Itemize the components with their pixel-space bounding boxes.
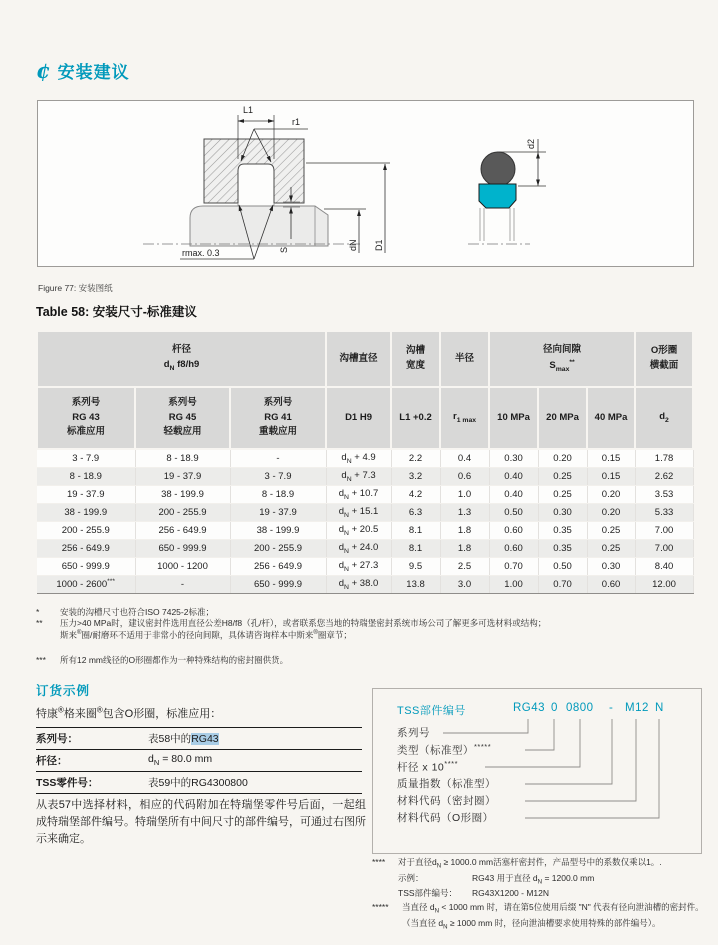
example-value: RG43 用于直径 $d_N = 1200.0$ mm <box>472 872 595 886</box>
table-cell: 0.60 <box>489 540 538 558</box>
table-cell: 8 - 18.9 <box>230 486 326 504</box>
callout-rod-diameter: 杆径 x 10**** <box>397 759 459 774</box>
table-cell: - <box>135 576 230 594</box>
table-cell: 8.40 <box>635 558 693 576</box>
footnote-1 <box>36 607 696 618</box>
table-row <box>37 504 693 522</box>
table-row <box>37 522 693 540</box>
table-footnotes <box>36 607 696 667</box>
tss-part-number-label: TSS部件编号 <box>397 705 466 717</box>
table-cell: 650 - 999.9 <box>230 576 326 594</box>
part-segment-oring-material: N <box>655 702 664 714</box>
table-body <box>37 449 693 594</box>
table-cell: 0.35 <box>538 522 587 540</box>
table-cell: - <box>230 449 326 468</box>
o-ring <box>481 152 515 186</box>
table-row <box>37 576 693 594</box>
table-cell: 38 - 199.9 <box>37 504 135 522</box>
part-segment-dash: - <box>609 702 614 714</box>
table-cell: 0.40 <box>489 468 538 486</box>
footnote-tss-row <box>398 887 712 899</box>
footnote-body: 当直径 $d_N < 1000$ mm 时，请在第5位使用后缀 "N" 代表有径向泄油槽的密封件。（当直径 $d_N \ge 1000$ mm 时，径向泄油槽要求使用特殊的部件编号）。 <box>402 902 704 931</box>
table-cell: 256 - 649.9 <box>37 540 135 558</box>
footnote-2 <box>36 618 696 641</box>
table-cell: 8 - 18.9 <box>135 449 230 468</box>
table-cell: 19 - 37.9 <box>230 504 326 522</box>
table-cell: 7.00 <box>635 540 693 558</box>
table-cell: 4.2 <box>391 486 440 504</box>
header-groove-width: 沟槽 宽度 <box>391 331 440 387</box>
table-row <box>37 540 693 558</box>
dim-label-D1: D1 <box>374 239 384 251</box>
table-cell: $d_N + 20.5$ <box>326 522 391 540</box>
ordering-value <box>148 731 362 746</box>
rod-cross-section <box>190 206 328 246</box>
header-series-rg41: 系列号 RG 41 重载应用 <box>230 387 326 449</box>
table-cell: $d_N + 15.1$ <box>326 504 391 522</box>
footnote-3 <box>36 655 696 666</box>
table-cell: 0.15 <box>587 468 635 486</box>
table-cell: 200 - 255.9 <box>37 522 135 540</box>
part-segment-diameter: 0800 <box>566 702 594 714</box>
ordering-value-prefix: 表58中的 <box>148 733 192 745</box>
table-cell: 38 - 199.9 <box>230 522 326 540</box>
header-groove-diameter: 沟槽直径 <box>326 331 391 387</box>
figure-caption: Figure 77: 安装图纸 <box>38 283 113 293</box>
table-header-row-1 <box>37 331 693 387</box>
table-cell: 3.53 <box>635 486 693 504</box>
table-cell: $d_N + 27.3$ <box>326 558 391 576</box>
table-cell: 7.00 <box>635 522 693 540</box>
header-series-rg45: 系列号 RG 45 轻载应用 <box>135 387 230 449</box>
table-cell: 0.30 <box>587 558 635 576</box>
header-r1max: $r_{1 max}$ <box>440 387 489 449</box>
table-cell: 38 - 199.9 <box>135 486 230 504</box>
part-segment-series: RG43 <box>513 702 546 714</box>
table-cell: 1.8 <box>440 540 489 558</box>
table-cell: 1.0 <box>440 486 489 504</box>
table-cell: 2.2 <box>391 449 440 468</box>
table-cell: 8.1 <box>391 522 440 540</box>
dim-label-r1: r1 <box>291 117 301 127</box>
footnote-body <box>398 856 712 899</box>
callout-series: 系列号 <box>397 727 430 739</box>
dim-label-S: S <box>279 246 289 253</box>
page-title: 安装建议 <box>57 63 130 82</box>
ordering-label: TSS零件号： <box>36 777 99 789</box>
footnote-text: 压力>40 MPa时，建议密封件选用直径公差H8/f8（孔/杆），或者联系您当地的特瑞堡密封系统市场公司了解更多可选材料或结构； 斯来®圈/耐磨环不适用于非常小的径向间隙，具体请咨询样本中斯来®圈章节； <box>60 618 547 641</box>
table-cell: 3.2 <box>391 468 440 486</box>
table-cell: 6.3 <box>391 504 440 522</box>
table-cell: 1000 - 2600*** <box>37 576 135 594</box>
housing-cross-section <box>204 139 304 203</box>
table-cell: 0.20 <box>587 504 635 522</box>
table-cell: 0.25 <box>587 540 635 558</box>
table-cell: 1.8 <box>440 522 489 540</box>
footnote-5 <box>372 901 714 932</box>
table-cell: 0.30 <box>489 449 538 468</box>
table-cell: $d_N + 4.9$ <box>326 449 391 468</box>
table-cell: 256 - 649.9 <box>230 558 326 576</box>
table-cell: 2.5 <box>440 558 489 576</box>
footnote-marker: *** <box>36 655 46 666</box>
table-cell: 1.00 <box>489 576 538 594</box>
installation-figure <box>37 100 694 267</box>
footnote-4 <box>372 856 712 899</box>
footnote-marker: **** <box>372 857 386 867</box>
table-cell: 0.70 <box>538 576 587 594</box>
footnote-example-row <box>398 872 712 888</box>
tss-row-value: RG43X1200 - M12N <box>472 888 550 899</box>
header-40mpa: 40 MPa <box>587 387 635 449</box>
callout-seal-material-code: 材料代码（密封圈） <box>397 795 496 807</box>
table-cell: 256 - 649.9 <box>135 522 230 540</box>
header-l1: L1 +0.2 <box>391 387 440 449</box>
footnote-marker: ***** <box>372 902 389 912</box>
table-cell: 0.60 <box>489 522 538 540</box>
table-row <box>37 468 693 486</box>
part-segment-seal-material: M12 <box>625 702 649 714</box>
installation-dimensions-table <box>36 330 694 594</box>
table-cell: 0.30 <box>538 504 587 522</box>
table-cell: 650 - 999.9 <box>37 558 135 576</box>
table-cell: 0.25 <box>538 468 587 486</box>
table-title: Table 58: 安装尺寸-标准建议 <box>36 305 197 319</box>
callout-type: 类型（标准型）***** <box>397 742 492 757</box>
ordering-table <box>36 727 362 794</box>
page-header <box>36 58 130 83</box>
table-cell: 0.50 <box>538 558 587 576</box>
table-cell: 3 - 7.9 <box>37 449 135 468</box>
table-cell: 200 - 255.9 <box>230 540 326 558</box>
ordering-label: 杆径： <box>36 755 68 767</box>
header-radial-clearance: 径向间隙 $S_{max}^{**}$ <box>489 331 635 387</box>
table-cell: 0.15 <box>587 449 635 468</box>
table-row <box>37 486 693 504</box>
table-cell: 13.8 <box>391 576 440 594</box>
footnote-marker: * <box>36 607 40 617</box>
table-cell: 19 - 37.9 <box>135 468 230 486</box>
table-cell: 8.1 <box>391 540 440 558</box>
table-cell: 0.70 <box>489 558 538 576</box>
table-cell: 0.4 <box>440 449 489 468</box>
table-cell: 0.20 <box>538 449 587 468</box>
ordering-value: 表59中的RG4300800 <box>148 777 248 789</box>
header-radius: 半径 <box>440 331 489 387</box>
footnote-text: 安装的沟槽尺寸也符合ISO 7425-2标准； <box>60 607 214 617</box>
header-20mpa: 20 MPa <box>538 387 587 449</box>
table-cell: 650 - 999.9 <box>135 540 230 558</box>
footnote-marker: ** <box>36 618 43 629</box>
table-row <box>37 558 693 576</box>
ordering-paragraph: 从表57中选择材料，相应的代码附加在特瑞堡零件号后面，一起组成特瑞堡部件编号。特瑞堡所有中间尺寸的部件编号，可通过右图所示来确定。 <box>36 799 366 845</box>
table-cell: 200 - 255.9 <box>135 504 230 522</box>
table-cell: $d_N + 38.0$ <box>326 576 391 594</box>
footnote-line: 对于直径$d_N \ge 1000.0$ mm活塞杆密封件，产品型号中的系数仅乘以1。. <box>398 857 662 870</box>
header-rod-diameter: 杆径 $d_N$ f8/h9 <box>37 331 326 387</box>
footnote-text: 所有12 mm线径的O形圈都作为一种特殊结构的密封圈供货。 <box>60 655 289 666</box>
table-cell: 8 - 18.9 <box>37 468 135 486</box>
dim-label-rmax: rmax. 0.3 <box>182 248 220 258</box>
header-10mpa: 10 MPa <box>489 387 538 449</box>
table-cell: 9.5 <box>391 558 440 576</box>
table-cell: 19 - 37.9 <box>37 486 135 504</box>
table-cell: 2.62 <box>635 468 693 486</box>
table-cell: 3.0 <box>440 576 489 594</box>
header-d1h9: D1 H9 <box>326 387 391 449</box>
table-row <box>37 449 693 468</box>
table-cell: 12.00 <box>635 576 693 594</box>
part-segment-type: 0 <box>551 702 558 714</box>
table-cell: $d_N + 24.0$ <box>326 540 391 558</box>
header-series-rg43: 系列号 RG 43 标准应用 <box>37 387 135 449</box>
table-cell: 0.25 <box>538 486 587 504</box>
ordering-row-tss-part <box>36 771 362 793</box>
dim-label-dN: dN <box>348 239 358 251</box>
table-cell: 5.33 <box>635 504 693 522</box>
table-cell: 0.25 <box>587 522 635 540</box>
installation-drawing-svg <box>38 101 693 266</box>
table-cell: 0.50 <box>489 504 538 522</box>
header-d2: $d_2$ <box>635 387 693 449</box>
ordering-intro: 特康®格来圈®包含O形圈，标准应用： <box>36 705 222 720</box>
tss-row-label: TSS部件编号： <box>398 888 458 899</box>
table-cell: 1.3 <box>440 504 489 522</box>
table-cell: 0.6 <box>440 468 489 486</box>
table-cell: 1000 - 1200 <box>135 558 230 576</box>
table-cell: 0.20 <box>587 486 635 504</box>
example-label: 示例： <box>398 872 424 883</box>
dim-label-L1: L1 <box>242 105 254 115</box>
ordering-row-series <box>36 727 362 749</box>
table-cell: 0.60 <box>587 576 635 594</box>
callout-quality-index: 质量指数（标准型） <box>397 778 496 790</box>
table-cell: $d_N + 10.7$ <box>326 486 391 504</box>
ordering-row-rod-diameter <box>36 749 362 771</box>
table-cell: 3 - 7.9 <box>230 468 326 486</box>
table-cell: 1.78 <box>635 449 693 468</box>
dim-label-d2: d2 <box>526 138 536 149</box>
table-cell: 0.35 <box>538 540 587 558</box>
ordering-value: $d_N = 80.0$ mm <box>148 753 213 768</box>
table-cell: 0.40 <box>489 486 538 504</box>
ordering-label: 系列号： <box>36 733 78 745</box>
table-cell: $d_N + 7.3$ <box>326 468 391 486</box>
brand-icon: ¢ <box>36 58 51 83</box>
highlighted-series-code: RG43 <box>191 733 219 745</box>
ordering-example-heading: 订货示例 <box>36 684 91 698</box>
header-oring-cross-section: O形圈 横截面 <box>635 331 693 387</box>
callout-oring-material-code: 材料代码（O形圈） <box>397 812 494 824</box>
tss-part-number-box <box>372 688 702 854</box>
seal-ring <box>479 184 516 208</box>
table-header-row-2 <box>37 387 693 449</box>
